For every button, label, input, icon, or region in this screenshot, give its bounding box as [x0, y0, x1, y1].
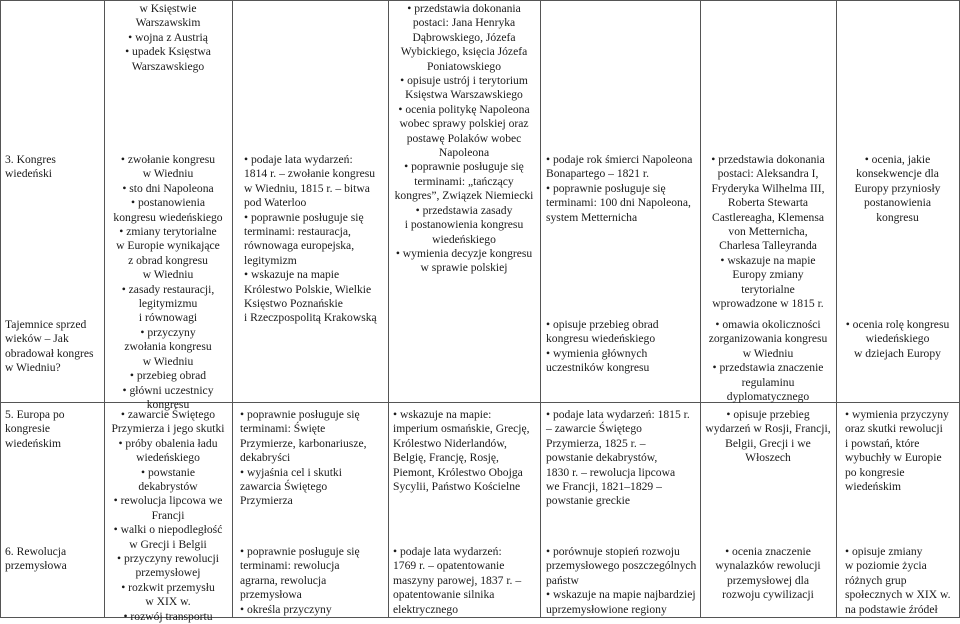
cell-line: Fryderyka Wilhelma III, — [711, 181, 825, 195]
cell-line: • przebieg obrad — [129, 369, 207, 383]
cell-line: • wskazuje na mapie: — [393, 408, 492, 421]
cell-line: przemysłowa — [5, 559, 67, 573]
cell-line: z obrad kongresu — [128, 253, 208, 267]
cell-line: • poprawnie posługuje się — [244, 210, 364, 224]
cell-r3-c1 — [106, 408, 230, 624]
cell-line: na podstawie źródeł — [845, 602, 938, 616]
cell-line: • rozkwit przemysłu — [121, 580, 215, 594]
cell-line: Wybickiego, księcia Józefa — [400, 45, 528, 59]
cell-line: • walki o niepodległość — [113, 523, 223, 537]
cell-line: 6. Rewolucja — [5, 545, 67, 558]
cell-line: • ocenia, jakie — [864, 153, 931, 166]
cell-line: kongresu wiedeńskiego — [113, 210, 223, 224]
cell-line: i postanowienia kongresu — [404, 218, 524, 232]
cell-line: • poprawnie posługuje się — [240, 545, 360, 558]
cell-line: 5. Europa po — [5, 408, 65, 421]
cell-line: maszyny parowej, 1837 r. – — [393, 573, 522, 587]
cell-line: • zawarcie Świętego — [120, 408, 216, 421]
cell-line: regulaminu — [741, 375, 795, 389]
cell-line: Belgii, Grecji i we — [725, 436, 811, 450]
cell-line: Księstwo Poznańskie — [244, 297, 343, 311]
cell-line: uczestników kongresu — [546, 361, 650, 375]
cell-line: różnych grup — [845, 573, 907, 587]
topic-europa-po-kongresie — [5, 408, 101, 451]
cell-line: Warszawskim — [135, 16, 201, 30]
cell-line: • próby obalenia ładu — [118, 436, 218, 450]
cell-line: • główni uczestnicy — [122, 383, 214, 397]
cell-line: • rozwój transportu — [123, 609, 213, 623]
cell-line: • przyczyny — [140, 325, 196, 339]
cell-line: Włoszech — [745, 451, 791, 465]
cell-line: w Księstwie — [139, 2, 197, 15]
cell-line: • sto dni Napoleona — [122, 181, 214, 195]
cell-line: zwołania kongresu — [124, 340, 212, 354]
cell-r2-c6b — [838, 318, 957, 361]
cell-line: von Metternicha, — [728, 225, 808, 239]
cell-line: wiedeńskiego — [432, 232, 496, 246]
cell-line: • ocenia politykę Napoleona — [398, 102, 530, 116]
cell-line: w Europie wynikające — [116, 239, 220, 253]
cell-line: powstanie greckie — [546, 494, 631, 508]
topic-tajemnice — [5, 318, 101, 376]
cell-line: terminami: 100 dni Napoleona, — [546, 196, 691, 210]
cell-line: we Francji, 1821–1829 – — [546, 480, 662, 494]
cell-line: równowaga europejska, — [244, 239, 355, 253]
cell-line: wprowadzone w 1815 r. — [712, 297, 824, 311]
cell-line: Tajemnice sprzed — [5, 318, 87, 331]
cell-line: • wymienia głównych — [546, 346, 648, 360]
cell-line: wydarzeń w Rosji, Francji, — [705, 422, 831, 436]
cell-line: 1769 r. – opatentowanie — [393, 559, 505, 573]
cell-line: • wymienia decyzje kongresu — [395, 246, 533, 260]
cell-line: • opisuje przebieg — [726, 408, 810, 421]
cell-line: zorganizowania kongresu — [708, 332, 828, 346]
cell-line: społecznych w XIX w. — [845, 588, 951, 602]
cell-line: • opisuje zmiany — [845, 545, 923, 558]
cell-line: wynalazków rewolucji — [715, 559, 821, 573]
cell-line: terminami: „tańczący — [414, 174, 514, 188]
topic-kongres-wiedenski — [5, 153, 101, 182]
cell-r2-c6a — [838, 153, 957, 225]
cell-line: kongresu wiedeńskiego — [546, 332, 656, 346]
cell-line: • ocenia znaczenie — [725, 545, 811, 558]
cell-r3-c2b — [240, 545, 386, 617]
cell-r3-c2a — [240, 408, 386, 509]
cell-line: • zasady restauracji, — [121, 282, 215, 296]
cell-line: w XIX w. — [145, 595, 191, 609]
cell-line: w Wiedniu — [142, 268, 194, 282]
cell-line: legitymizm — [244, 253, 297, 267]
cell-r3-c5a — [702, 408, 834, 466]
cell-line: oraz skutki rewolucji — [845, 422, 943, 436]
cell-line: • powstanie — [141, 465, 195, 479]
cell-line: w Wiedniu — [742, 346, 794, 360]
cell-line: Królestwo Polskie, Wielkie — [244, 282, 372, 296]
cell-line: agrarna, rewolucja — [240, 573, 327, 587]
cell-line: Przymierza i jego skutki — [111, 422, 225, 436]
cell-line: • podaje lata wydarzeń: — [393, 545, 502, 558]
cell-line: w Wiedniu — [142, 167, 194, 181]
cell-line: 1814 r. – zwołanie kongresu — [244, 167, 376, 181]
cell-line: kongres”, Związek Niemiecki — [394, 189, 534, 203]
cell-line: postaci: Jana Henryka — [412, 16, 516, 30]
cell-line: przemysłowa — [240, 588, 302, 602]
cell-line: • poprawnie posługuje się — [546, 181, 666, 195]
cell-line: i powstań, które — [845, 436, 920, 450]
cell-line: dyplomatycznego — [726, 390, 810, 404]
cell-line: • porównuje stopień rozwoju — [546, 545, 680, 558]
cell-line: dekabrystów — [138, 480, 198, 494]
cell-line: elektrycznego — [393, 602, 459, 616]
cell-r3-c3a — [393, 408, 538, 494]
cell-line: • poprawnie posługuje się — [404, 160, 524, 174]
cell-line: • postanowienia — [131, 196, 205, 210]
cell-line: przemysłowego poszczególnych — [546, 559, 697, 573]
cell-line: konsekwencje dla — [856, 167, 939, 181]
cell-line: terytorialne — [741, 282, 795, 296]
cell-r2-c1 — [106, 153, 230, 412]
cell-line: uprzemysłowione regiony — [546, 602, 667, 616]
cell-line: Poniatowskiego — [426, 59, 502, 73]
cell-line: kongresu — [146, 397, 190, 411]
cell-line: w sprawie polskiej — [420, 261, 508, 275]
cell-line: • wskazuje na mapie najbardziej — [546, 588, 696, 602]
cell-line: • podaje lata wydarzeń: — [244, 153, 353, 166]
cell-line: wiedeński — [5, 167, 53, 181]
cell-line: • przedstawia znaczenie — [712, 361, 824, 375]
cell-line: wieków – Jak — [5, 332, 69, 346]
cell-r2-c2 — [244, 153, 386, 326]
cell-line: terminami: restauracja, — [244, 225, 351, 239]
cell-line: Przymierza, 1825 r. – — [546, 436, 646, 450]
cell-r2-c5b — [702, 318, 834, 404]
cell-line: obradował kongres — [5, 346, 94, 360]
cell-line: i Rzeczpospolitą Krakowską — [244, 311, 377, 325]
cell-line: Dąbrowskiego, Józefa — [412, 30, 516, 44]
cell-line: • przedstawia dokonania — [407, 2, 521, 15]
cell-line: wiedeńskiego — [136, 451, 200, 465]
cell-line: • wskazuje na mapie — [720, 253, 816, 267]
cell-line: w Grecji i Belgii — [129, 537, 207, 551]
cell-line: kongresie — [5, 422, 51, 436]
cell-line: – zawarcie Świętego — [546, 422, 642, 436]
cell-line: Belgię, Francję, Rosję, — [393, 451, 499, 465]
cell-line: opatentowanie silnika — [393, 588, 495, 602]
cell-line: • przedstawia zasady — [415, 203, 513, 217]
cell-line: • podaje lata wydarzeń: 1815 r. — [546, 408, 690, 421]
cell-line: Napoleona — [438, 146, 490, 160]
cell-line: przemysłowej dla — [726, 573, 810, 587]
cell-line: państw — [546, 573, 579, 587]
cell-r3-c4a — [546, 408, 698, 509]
cell-line: Bonapartego – 1821 r. — [546, 167, 650, 181]
cell-line: 1830 r. – rewolucja lipcowa — [546, 465, 676, 479]
cell-line: po kongresie — [845, 465, 905, 479]
cell-line: przemysłowej — [135, 566, 201, 580]
cell-line: • zmiany terytorialne — [119, 225, 217, 239]
cell-line: postaci: Aleksandra I, — [717, 167, 819, 181]
cell-line: Charlesa Talleyranda — [719, 239, 817, 253]
cell-line: Francji — [151, 508, 185, 522]
cell-r3-c5b — [702, 545, 834, 603]
cell-line: • omawia okoliczności — [715, 318, 821, 331]
cell-line: terminami: rewolucja — [240, 559, 340, 573]
cell-line: • określa przyczyny — [240, 602, 332, 616]
cell-line: postanowienia — [864, 196, 931, 210]
cell-line: wybuchły w Europie — [845, 451, 942, 465]
cell-line: i równowagi — [138, 311, 198, 325]
cell-line: wiedeńskim — [845, 480, 902, 494]
cell-line: postawę Polaków wobec — [406, 131, 522, 145]
cell-line: kongresu — [876, 210, 919, 224]
cell-r2-c4a — [546, 153, 698, 225]
cell-line: Castlereagha, Klemensa — [711, 210, 825, 224]
cell-line: Europy przyniosły — [854, 181, 941, 195]
cell-line: Księstwa Warszawskiego — [405, 88, 523, 102]
cell-r3-c4b — [546, 545, 698, 617]
cell-line: • wskazuje na mapie — [244, 268, 340, 282]
cell-line: pod Waterloo — [244, 196, 307, 210]
cell-line: Przymierza — [240, 494, 293, 508]
cell-line: • zwołanie kongresu — [120, 153, 216, 166]
cell-line: w poziomie życia — [845, 559, 927, 573]
cell-line: Roberta Stewarta — [727, 196, 809, 210]
cell-line: w Wiedniu? — [5, 361, 61, 375]
cell-line: wiedeńskim — [5, 436, 62, 450]
cell-line: • wyjaśnia cel i skutki — [240, 465, 342, 479]
cell-line: • podaje rok śmierci Napoleona — [546, 153, 693, 166]
cell-line: Przymierze, karbonariusze, — [240, 436, 367, 450]
cell-r1-c1 — [106, 2, 230, 74]
cell-line: 3. Kongres — [5, 153, 56, 166]
cell-line: w Wiedniu — [142, 354, 194, 368]
cell-line: Sycylii, Państwo Kościelne — [393, 480, 521, 494]
cell-line: w dziejach Europy — [854, 346, 941, 360]
cell-line: • przyczyny rewolucji — [117, 552, 219, 566]
cell-line: wiedeńskiego — [865, 332, 930, 346]
cell-line: zawarcia Świętego — [240, 480, 328, 494]
topic-rewolucja-przemyslowa — [5, 545, 101, 574]
cell-line: • ocenia rolę kongresu — [845, 318, 950, 331]
cell-line: • rewolucja lipcowa we — [113, 494, 223, 508]
cell-line: Piemont, Królestwo Obojga — [393, 465, 523, 479]
cell-line: terminami: Święte — [240, 422, 326, 436]
cell-line: rozwoju cywilizacji — [722, 588, 814, 602]
cell-line: powstanie dekabrystów, — [546, 451, 658, 465]
cell-line: • przedstawia dokonania — [711, 153, 825, 166]
cell-r3-c6b — [845, 545, 958, 617]
cell-line: • opisuje przebieg obrad — [546, 318, 659, 331]
cell-line: • upadek Księstwa — [125, 45, 211, 59]
cell-line: • wojna z Austrią — [128, 30, 208, 44]
cell-line: legitymizmu — [138, 297, 198, 311]
cell-line: • wymienia przyczyny — [845, 408, 949, 421]
cell-line: Europy zmiany — [732, 268, 804, 282]
cell-line: w Wiedniu, 1815 r. – bitwa — [244, 181, 370, 195]
cell-line: dekabryści — [240, 451, 291, 465]
cell-r3-c6a — [845, 408, 958, 494]
cell-line: • poprawnie posługuje się — [240, 408, 360, 421]
cell-r3-c3b — [393, 545, 538, 617]
cell-line: Warszawskiego — [131, 59, 205, 73]
cell-line: system Metternicha — [546, 210, 638, 224]
cell-r2-c5a — [702, 153, 834, 311]
cell-r1-c3 — [390, 2, 538, 276]
cell-line: wobec sprawy polskiej oraz — [399, 117, 529, 131]
cell-line: Królestwo Niderlandów, — [393, 436, 507, 450]
cell-line: • opisuje ustrój i terytorium — [400, 74, 528, 88]
cell-r2-c4b — [546, 318, 698, 376]
cell-line: imperium osmańskie, Grecję, — [393, 422, 530, 436]
